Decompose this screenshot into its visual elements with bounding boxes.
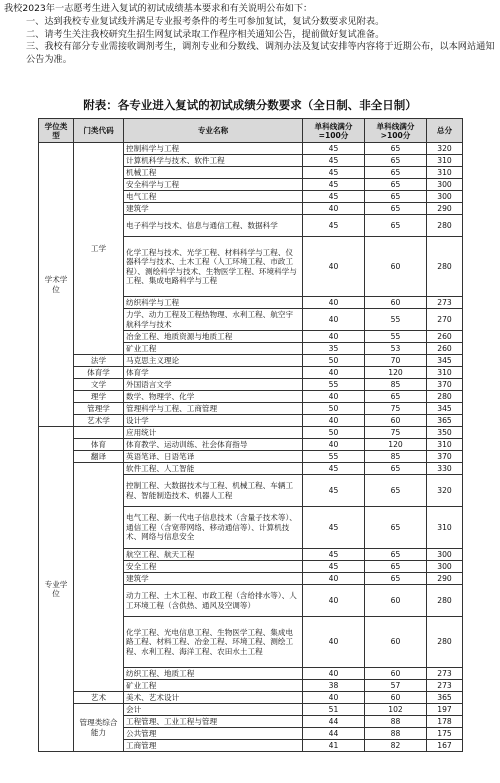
single-100-cell: 45	[303, 155, 365, 167]
major-name-cell: 会计	[124, 704, 303, 716]
single-over100-cell: 60	[365, 617, 427, 668]
single-100-cell: 40	[303, 573, 365, 585]
total-score-cell: 175	[427, 728, 463, 740]
table-row	[39, 463, 463, 475]
total-score-cell: 290	[427, 573, 463, 585]
single-100-cell: 40	[303, 367, 365, 379]
major-name-cell: 控制科学与工程	[124, 143, 303, 155]
major-name-cell: 数学、物理学、化学	[124, 391, 303, 403]
single-over100-cell: 65	[365, 167, 427, 179]
total-score-cell: 300	[427, 191, 463, 203]
single-over100-cell: 75	[365, 403, 427, 415]
table-row	[39, 379, 463, 391]
single-100-cell: 40	[303, 439, 365, 451]
single-over100-cell: 65	[365, 391, 427, 403]
group-cell: 理学	[74, 391, 124, 403]
major-name-cell: 马克思主义理论	[124, 355, 303, 367]
total-score-cell: 330	[427, 463, 463, 475]
total-score-cell: 310	[427, 367, 463, 379]
single-100-cell: 40	[303, 297, 365, 309]
single-100-cell: 55	[303, 451, 365, 463]
header-total: 总分	[427, 119, 463, 143]
total-score-cell: 310	[427, 439, 463, 451]
major-name-cell: 应用统计	[124, 427, 303, 439]
single-over100-cell: 65	[365, 561, 427, 573]
total-score-cell: 273	[427, 297, 463, 309]
total-score-cell: 370	[427, 379, 463, 391]
major-name-cell: 力学、动力工程及工程热物理、水利工程、航空宇航科学与技术	[124, 309, 303, 331]
single-100-cell: 45	[303, 167, 365, 179]
total-score-cell: 365	[427, 415, 463, 427]
total-score-cell: 345	[427, 355, 463, 367]
single-over100-cell: 60	[365, 668, 427, 680]
single-over100-cell: 65	[365, 475, 427, 507]
major-name-cell: 建筑学	[124, 203, 303, 215]
single-over100-cell: 70	[365, 355, 427, 367]
single-100-cell: 45	[303, 143, 365, 155]
table-row	[39, 367, 463, 379]
major-name-cell: 计算机科学与技术、软件工程	[124, 155, 303, 167]
group-cell: 法学	[74, 355, 124, 367]
single-100-cell: 44	[303, 728, 365, 740]
header-single-100: 单科线满分=100分	[303, 119, 365, 143]
total-score-cell: 310	[427, 167, 463, 179]
intro-line-3: 三、我校有部分专业需接收调剂考生，调剂专业和分数线、调剂办法及复试安排等内容将于近期公布，以本网站通知公告为准。	[26, 41, 495, 66]
single-100-cell: 50	[303, 403, 365, 415]
single-over100-cell: 85	[365, 379, 427, 391]
group-cell: 翻译	[74, 451, 124, 463]
single-over100-cell: 60	[365, 237, 427, 297]
single-100-cell: 50	[303, 355, 365, 367]
single-100-cell: 38	[303, 680, 365, 692]
major-name-cell: 软件工程、人工智能	[124, 463, 303, 475]
total-score-cell: 273	[427, 668, 463, 680]
table-row	[39, 439, 463, 451]
single-100-cell: 44	[303, 716, 365, 728]
total-score-cell: 300	[427, 561, 463, 573]
score-table	[38, 118, 463, 752]
single-over100-cell: 65	[365, 507, 427, 549]
single-100-cell: 40	[303, 585, 365, 617]
major-name-cell: 航空工程、航天工程	[124, 549, 303, 561]
single-over100-cell: 88	[365, 728, 427, 740]
major-name-cell: 化学工程与技术、光学工程、材料科学与工程、仪器科学与技术、土木工程（人工环境工程、市政工程）、测绘科学与技术、生物医学工程、环境科学与工程、集成电路科学与工程	[124, 237, 303, 297]
intro-line-0: 我校2023年一志愿考生进入复试的初试成绩基本要求和有关说明公布如下：	[4, 3, 313, 14]
major-name-cell: 控制工程、大数据技术与工程、机械工程、车辆工程、智能制造技术、机器人工程	[124, 475, 303, 507]
single-over100-cell: 65	[365, 549, 427, 561]
single-over100-cell: 120	[365, 367, 427, 379]
single-over100-cell: 60	[365, 585, 427, 617]
group-cell: 艺术	[74, 692, 124, 704]
single-over100-cell: 85	[365, 451, 427, 463]
single-over100-cell: 75	[365, 427, 427, 439]
single-100-cell: 45	[303, 215, 365, 237]
major-name-cell: 矿业工程	[124, 680, 303, 692]
header-degree-type: 学位类型	[39, 119, 74, 143]
group-cell: 艺术学	[74, 415, 124, 427]
major-name-cell: 动力工程、土木工程、市政工程（含给排水等）、人工环境工程（含供热、通风及空调等）	[124, 585, 303, 617]
table-body	[39, 143, 463, 752]
single-100-cell: 45	[303, 463, 365, 475]
single-over100-cell: 60	[365, 297, 427, 309]
table-row	[39, 415, 463, 427]
group-cell: 体育学	[74, 367, 124, 379]
major-name-cell: 美术、艺术设计	[124, 692, 303, 704]
single-over100-cell: 65	[365, 573, 427, 585]
group-cell	[74, 463, 124, 692]
total-score-cell: 345	[427, 403, 463, 415]
group-cell: 专业学位	[39, 427, 74, 752]
single-100-cell: 40	[303, 331, 365, 343]
major-name-cell: 建筑学	[124, 573, 303, 585]
total-score-cell: 350	[427, 427, 463, 439]
single-over100-cell: 88	[365, 716, 427, 728]
major-name-cell: 体育学	[124, 367, 303, 379]
major-name-cell: 电子科学与技术、信息与通信工程、数据科学	[124, 215, 303, 237]
table-row	[39, 692, 463, 704]
single-over100-cell: 82	[365, 740, 427, 752]
total-score-cell: 178	[427, 716, 463, 728]
intro-line-2: 二、请考生关注我校研究生招生网复试录取工作程序相关通知公告，提前做好复试准备。	[26, 28, 385, 40]
total-score-cell: 167	[427, 740, 463, 752]
single-over100-cell: 120	[365, 439, 427, 451]
intro-text	[4, 3, 496, 67]
table-row	[39, 427, 463, 439]
major-name-cell: 设计学	[124, 415, 303, 427]
single-over100-cell: 53	[365, 343, 427, 355]
group-cell: 工学	[74, 143, 124, 355]
total-score-cell: 320	[427, 143, 463, 155]
header-major: 专业名称	[124, 119, 303, 143]
single-100-cell: 41	[303, 740, 365, 752]
table-row	[39, 355, 463, 367]
total-score-cell: 260	[427, 343, 463, 355]
single-100-cell: 45	[303, 561, 365, 573]
single-over100-cell: 55	[365, 331, 427, 343]
major-name-cell: 机械工程	[124, 167, 303, 179]
single-over100-cell: 65	[365, 203, 427, 215]
major-name-cell: 电气工程、新一代电子信息技术（含量子技术等）、通信工程（含宽带网络、移动通信等）、计算机技术、网络与信息安全	[124, 507, 303, 549]
single-100-cell: 40	[303, 668, 365, 680]
total-score-cell: 280	[427, 585, 463, 617]
total-score-cell: 310	[427, 507, 463, 549]
single-100-cell: 55	[303, 379, 365, 391]
total-score-cell: 280	[427, 215, 463, 237]
header-category-code: 门类代码	[74, 119, 124, 143]
total-score-cell: 310	[427, 155, 463, 167]
total-score-cell: 270	[427, 309, 463, 331]
group-cell: 管理学	[74, 403, 124, 415]
total-score-cell: 290	[427, 203, 463, 215]
group-cell: 管理类综合能力	[74, 704, 124, 752]
major-name-cell: 纺织科学与工程	[124, 297, 303, 309]
total-score-cell: 197	[427, 704, 463, 716]
single-100-cell: 40	[303, 309, 365, 331]
major-name-cell: 工程管理、工业工程与管理	[124, 716, 303, 728]
table-row	[39, 451, 463, 463]
major-name-cell: 管理科学与工程、工商管理	[124, 403, 303, 415]
single-over100-cell: 55	[365, 309, 427, 331]
total-score-cell: 280	[427, 237, 463, 297]
single-over100-cell: 65	[365, 463, 427, 475]
table-header-row	[39, 119, 463, 143]
single-100-cell: 40	[303, 203, 365, 215]
major-name-cell: 冶金工程、地质资源与地质工程	[124, 331, 303, 343]
group-cell	[74, 427, 124, 439]
single-100-cell: 35	[303, 343, 365, 355]
single-over100-cell: 102	[365, 704, 427, 716]
single-100-cell: 50	[303, 427, 365, 439]
major-name-cell: 工商管理	[124, 740, 303, 752]
major-name-cell: 矿业工程	[124, 343, 303, 355]
total-score-cell: 320	[427, 475, 463, 507]
total-score-cell: 300	[427, 179, 463, 191]
single-100-cell: 45	[303, 191, 365, 203]
major-name-cell: 电气工程	[124, 191, 303, 203]
major-name-cell: 英语笔译、日语笔译	[124, 451, 303, 463]
table-caption: 附表：各专业进入复试的初试成绩分数要求（全日制、非全日制）	[83, 98, 417, 112]
group-cell: 体育	[74, 439, 124, 451]
single-100-cell: 45	[303, 475, 365, 507]
total-score-cell: 280	[427, 617, 463, 668]
single-over100-cell: 57	[365, 680, 427, 692]
major-name-cell: 公共管理	[124, 728, 303, 740]
table-row	[39, 403, 463, 415]
single-100-cell: 40	[303, 415, 365, 427]
total-score-cell: 365	[427, 692, 463, 704]
single-100-cell: 45	[303, 549, 365, 561]
total-score-cell: 300	[427, 549, 463, 561]
single-over100-cell: 65	[365, 143, 427, 155]
group-cell: 文学	[74, 379, 124, 391]
major-name-cell: 体育教学、运动训练、社会体育指导	[124, 439, 303, 451]
major-name-cell: 化学工程、光电信息工程、生物医学工程、集成电路工程、材料工程、冶金工程、环境工程、测绘工程、水利工程、海洋工程、农田水土工程	[124, 617, 303, 668]
total-score-cell: 260	[427, 331, 463, 343]
single-100-cell: 40	[303, 692, 365, 704]
total-score-cell: 370	[427, 451, 463, 463]
group-cell: 学术学位	[39, 143, 74, 427]
table-row	[39, 704, 463, 716]
major-name-cell: 纺织工程、地质工程	[124, 668, 303, 680]
single-100-cell: 40	[303, 391, 365, 403]
single-over100-cell: 60	[365, 692, 427, 704]
single-100-cell: 45	[303, 507, 365, 549]
single-over100-cell: 65	[365, 179, 427, 191]
intro-line-1: 一、达到我校专业复试线并满足专业报考条件的考生可参加复试，复试分数要求见附表。	[26, 15, 385, 27]
single-100-cell: 40	[303, 237, 365, 297]
table-row	[39, 391, 463, 403]
major-name-cell: 安全工程	[124, 561, 303, 573]
major-name-cell: 安全科学与工程	[124, 179, 303, 191]
total-score-cell: 273	[427, 680, 463, 692]
single-over100-cell: 65	[365, 191, 427, 203]
header-single-over100: 单科线满分>100分	[365, 119, 427, 143]
single-over100-cell: 65	[365, 215, 427, 237]
single-100-cell: 51	[303, 704, 365, 716]
total-score-cell: 280	[427, 391, 463, 403]
single-over100-cell: 60	[365, 415, 427, 427]
single-100-cell: 40	[303, 617, 365, 668]
single-over100-cell: 65	[365, 155, 427, 167]
single-100-cell: 45	[303, 179, 365, 191]
major-name-cell: 外国语言文学	[124, 379, 303, 391]
table-row	[39, 143, 463, 155]
